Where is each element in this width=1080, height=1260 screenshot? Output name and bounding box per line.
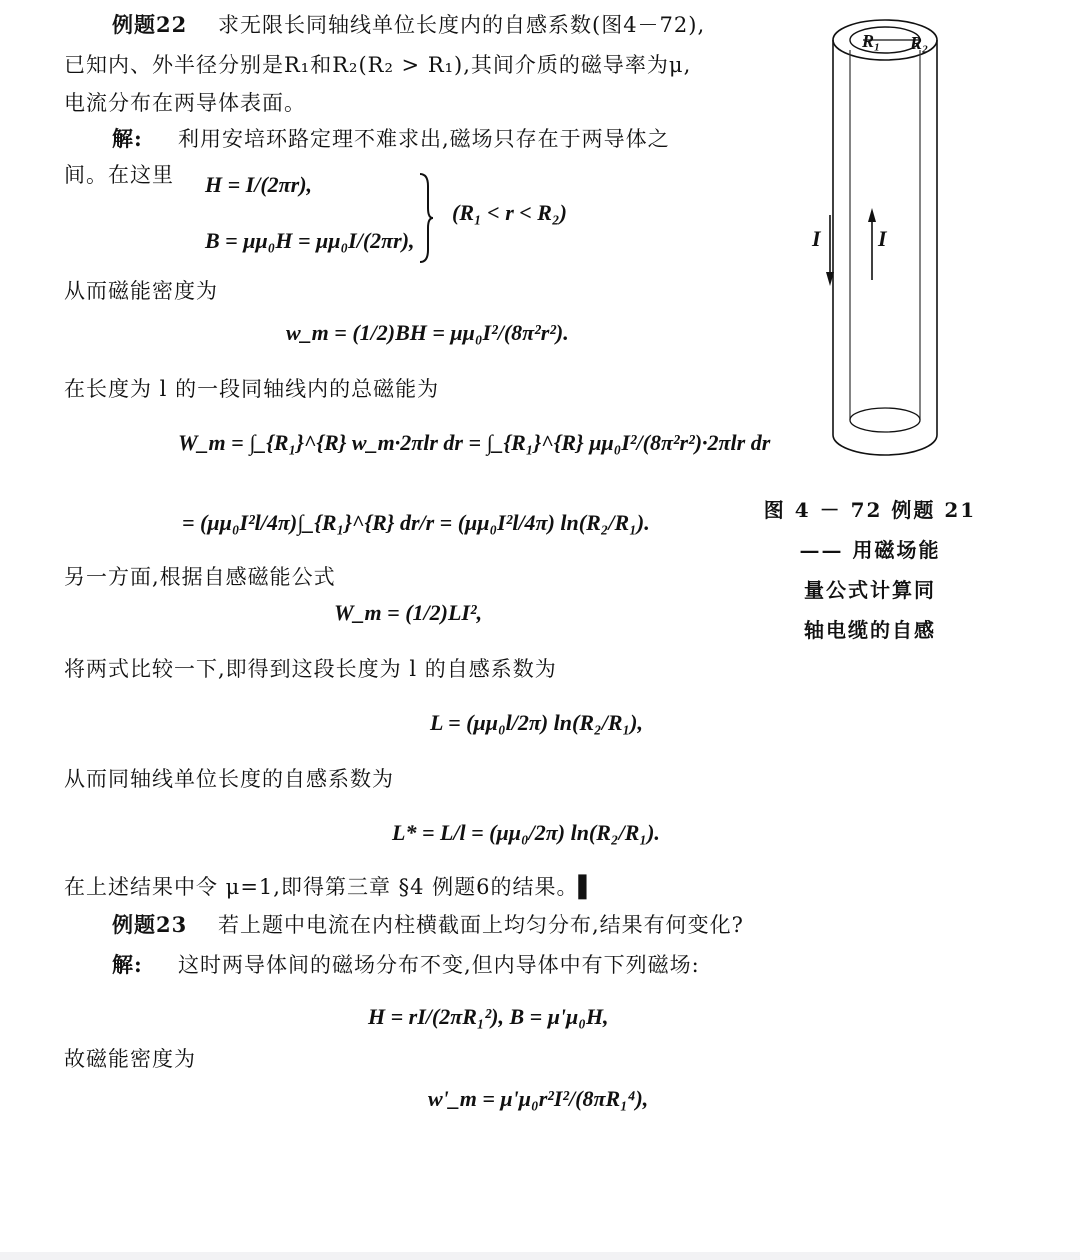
- caption-line-4: 轴电缆的自感: [804, 618, 936, 642]
- figure-caption: [760, 490, 980, 650]
- text-self-inductance-formula: 另一方面,根据自感磁能公式: [64, 565, 336, 589]
- example-22-label: 例题22: [112, 12, 188, 37]
- text-compare: 将两式比较一下,即得到这段长度为 l 的自感系数为: [64, 657, 557, 681]
- example-22-line-2: 已知内、外半径分别是R₁和R₂(R₂ > R₁),其间介质的磁导率为μ,: [64, 53, 692, 77]
- inner-bottom-ellipse: [850, 408, 920, 432]
- equation-wm2: w'_m = μ'μ₀r²I²/(8πR₁⁴),: [428, 1086, 649, 1111]
- text-energy-density-2: 故磁能密度为: [64, 1047, 196, 1071]
- example-22-line-1: 求无限长同轴线单位长度内的自感系数(图4－72),: [218, 13, 706, 37]
- equation-L-star: L* = L/l = (μμ₀/2π) ln(R₂/R₁).: [392, 820, 660, 845]
- solution-2-label: 解:: [112, 952, 143, 977]
- caption-line-2: —— 用磁场能: [799, 538, 941, 562]
- current-label-down: I: [812, 226, 821, 251]
- text-result: 在上述结果中令 μ=1,即得第三章 §4 例题6的结果。▌: [64, 875, 596, 899]
- equation-H: H = I/(2πr),: [205, 172, 313, 197]
- text-magnetic-energy-density: 从而磁能密度为: [64, 279, 218, 303]
- equation-H2-B2: H = rI/(2πR₁²), B = μ'μ₀H,: [368, 1004, 609, 1029]
- r1-label: R₁: [862, 31, 881, 51]
- arrow-up-head: [868, 208, 876, 222]
- right-brace: [418, 172, 434, 264]
- current-label-up: I: [878, 226, 887, 251]
- equation-B: B = μμ₀H = μμ₀I/(2πr),: [205, 228, 415, 253]
- equation-Wm-L: W_m = (1/2)LI²,: [334, 600, 483, 625]
- solution-label: 解:: [112, 126, 143, 151]
- example-23-label: 例题23: [112, 912, 188, 937]
- solution-2-line-1: 这时两导体间的磁场分布不变,但内导体中有下列磁场:: [178, 953, 700, 977]
- solution-line-1: 利用安培环路定理不难求出,磁场只存在于两导体之: [178, 127, 670, 151]
- equation-Wm-integral: W_m = ∫_{R₁}^{R} w_m·2πlr dr = ∫_{R₁}^{R} μμ₀I²/(8π²r²)·2πlr dr: [178, 430, 771, 455]
- equation-Wm-result: = (μμ₀I²l/4π)∫_{R₁}^{R} dr/r = (μμ₀I²l/4π) ln(R₂/R₁).: [182, 510, 650, 535]
- outer-bottom-arc: [833, 435, 937, 455]
- text-unit-length: 从而同轴线单位长度的自感系数为: [64, 767, 394, 791]
- caption-line-1: 图 4 － 72 例题 21: [763, 498, 977, 522]
- r2-label: R₂: [910, 33, 929, 53]
- footer-band: [0, 1252, 1080, 1260]
- equation-wm: w_m = (1/2)BH = μμ₀I²/(8π²r²).: [286, 320, 569, 345]
- example-23-line-1: 若上题中电流在内柱横截面上均匀分布,结果有何变化?: [218, 913, 744, 937]
- range-condition: (R₁ < r < R₂): [452, 200, 567, 225]
- text-total-energy: 在长度为 l 的一段同轴线内的总磁能为: [64, 377, 440, 401]
- solution-line-2: 间。在这里: [64, 163, 174, 187]
- equation-L: L = (μμ₀l/2π) ln(R₂/R₁),: [430, 710, 643, 735]
- example-22-line-3: 电流分布在两导体表面。: [64, 91, 306, 115]
- caption-line-3: 量公式计算同: [804, 578, 936, 602]
